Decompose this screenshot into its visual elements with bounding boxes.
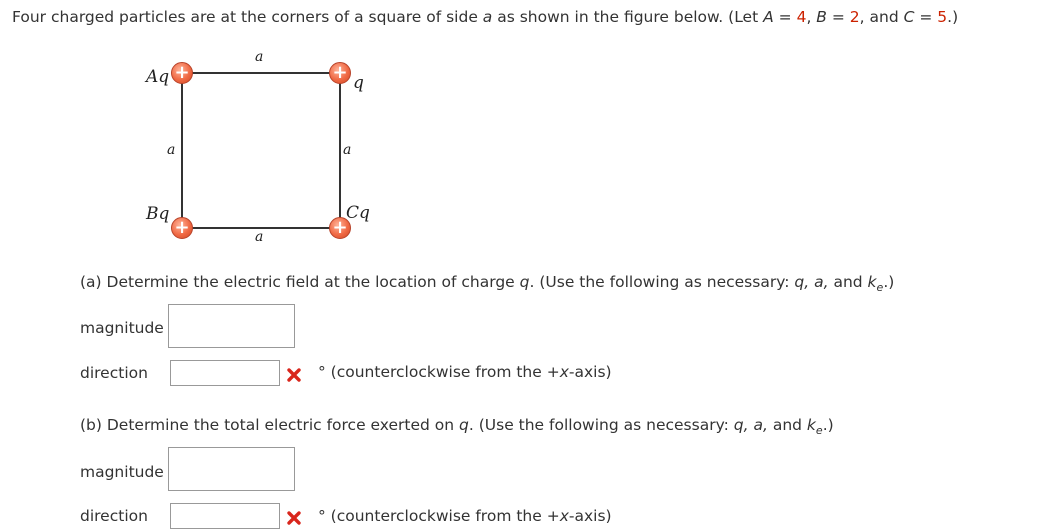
label-side-bottom: a xyxy=(255,229,264,245)
part-b-direction-input[interactable] xyxy=(170,503,280,529)
plus-icon: + xyxy=(332,62,348,83)
plus-icon: + xyxy=(332,217,348,238)
plus-icon: + xyxy=(174,62,190,83)
square-charge-figure xyxy=(140,48,380,248)
square-right-side xyxy=(339,72,341,229)
label-bottom-left-charge: Bq xyxy=(146,204,170,224)
x-mark-icon xyxy=(286,367,302,383)
label-side-left: a xyxy=(167,142,176,158)
label-top-right-charge: q xyxy=(353,73,364,93)
charge-top-right xyxy=(329,62,351,84)
square-top-side xyxy=(182,72,340,74)
x-mark-icon xyxy=(286,510,302,526)
part-a-direction-input[interactable] xyxy=(170,360,280,386)
label-side-right: a xyxy=(343,142,352,158)
charge-bottom-left xyxy=(171,217,193,239)
part-b-direction-unit: ° (counterclockwise from the +x-axis) xyxy=(318,507,612,525)
label-top-left-charge: Aq xyxy=(146,67,170,87)
square-left-side xyxy=(181,72,183,229)
problem-statement: Four charged particles are at the corners of a square of side a as shown in the figure below. (Let A = 4, B = 2, and C = 5.) xyxy=(12,8,959,26)
charge-top-left xyxy=(171,62,193,84)
part-a-question: (a) Determine the electric field at the location of charge q. (Use the following as necessary: q, a, and $k_e$.) xyxy=(80,273,895,295)
part-b-magnitude-input[interactable] xyxy=(168,447,295,491)
plus-icon: + xyxy=(174,217,190,238)
part-a-direction-label: direction xyxy=(80,364,148,382)
label-bottom-right-charge: Cq xyxy=(346,203,370,223)
part-b-magnitude-label: magnitude xyxy=(80,463,164,481)
part-b-question: (b) Determine the total electric force exerted on q. (Use the following as necessary: q, a, and $k_e$.) xyxy=(80,416,834,438)
label-side-top: a xyxy=(255,49,264,65)
part-a-magnitude-input[interactable] xyxy=(168,304,295,348)
part-a-direction-unit: ° (counterclockwise from the +x-axis) xyxy=(318,363,612,381)
part-a-magnitude-label: magnitude xyxy=(80,319,164,337)
part-b-direction-label: direction xyxy=(80,507,148,525)
